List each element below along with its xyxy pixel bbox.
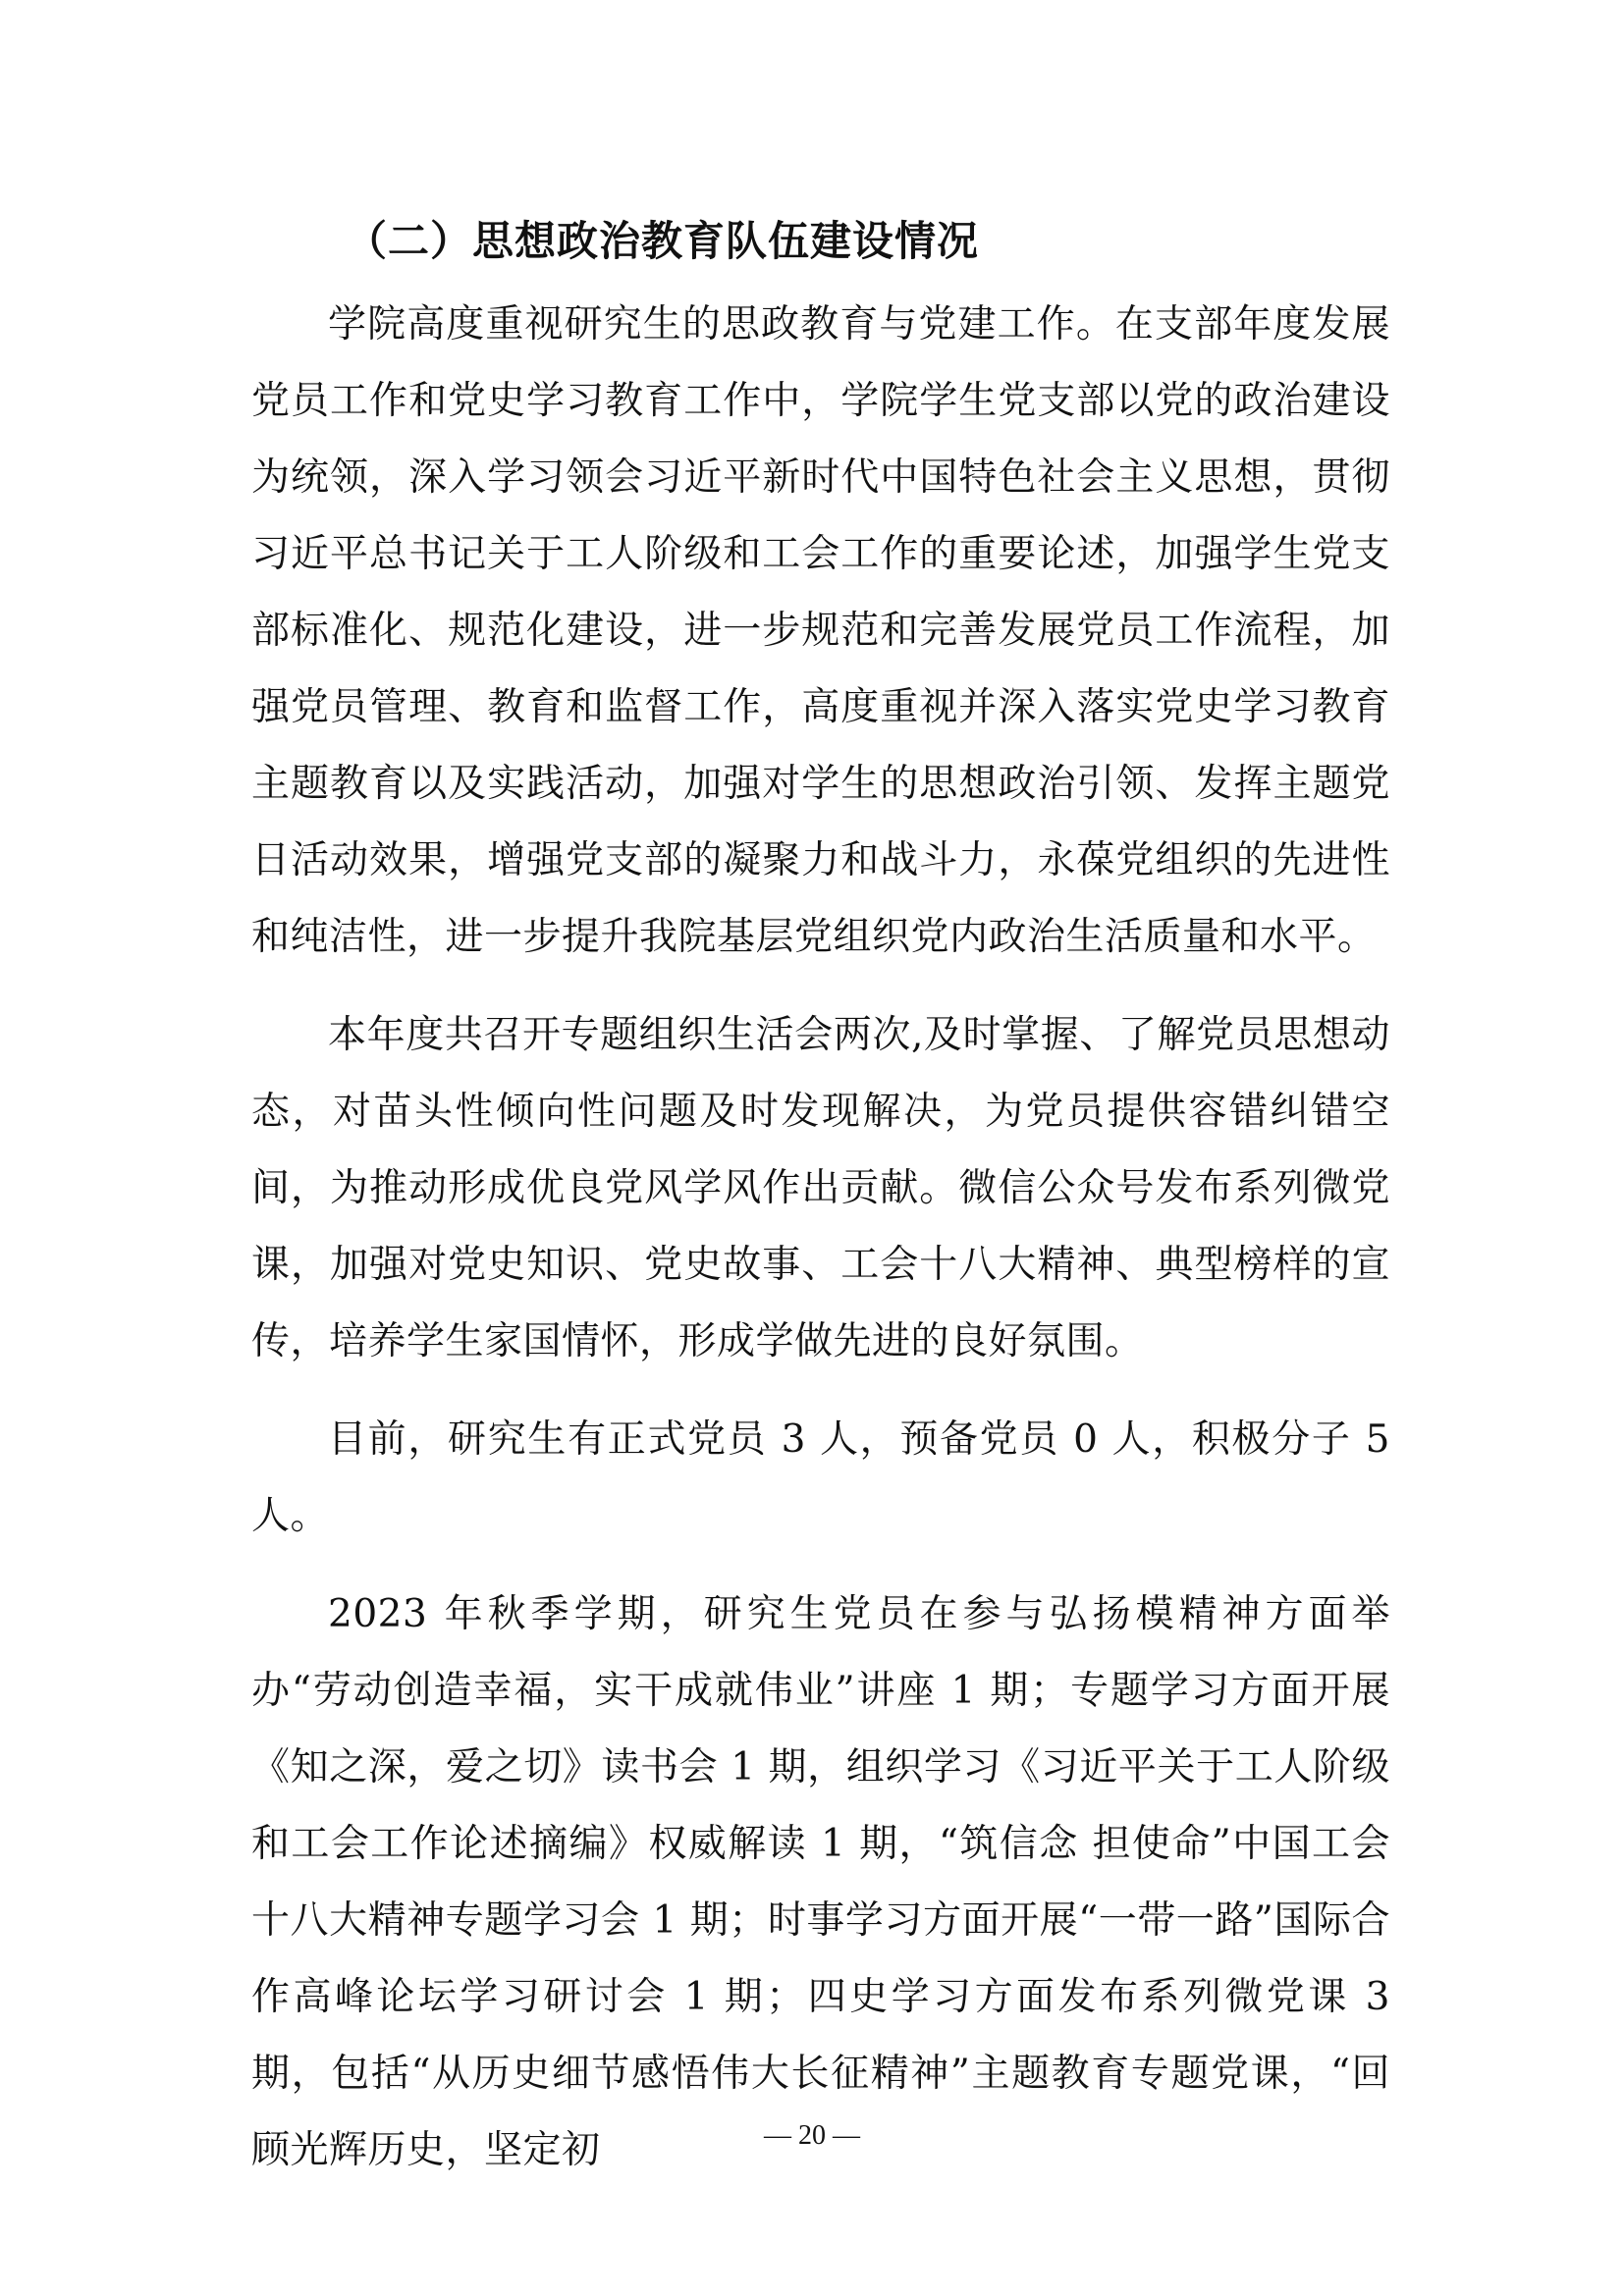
paragraph-member-counts: 目前，研究生有正式党员 3 人，预备党员 0 人，积极分子 5 人。	[251, 1417, 1390, 1538]
section-heading: （二）思想政治教育队伍建设情况	[346, 217, 980, 265]
paragraph-autumn-semester-activities: 2023 年秋季学期，研究生党员在参与弘扬模精神方面举办“劳动创造幸福，实干成就伟业”讲座 1 期；专题学习方面开展《知之深，爱之切》读书会 1 期，组织学习《习近平关于工人阶级和工会工作论述摘编》权威解读 1 期，“筑信念 担使命”中国工会十八大精神专题学习会 1 期；时事学习方面开展“一带一路”国际合作高峰论坛学习研讨会 1 期；四史学习方面发布系列微党课 3 期，包括“从历史细节感悟伟大长征精神”主题教育专题党课，“回顾光辉历史，坚定初	[251, 1592, 1390, 2172]
paragraph-party-building: 学院高度重视研究生的思政教育与党建工作。在支部年度发展党员工作和党史学习教育工作中，学院学生党支部以党的政治建设为统领，深入学习领会习近平新时代中国特色社会主义思想，贯彻习近平总书记关于工人阶级和工会工作的重要论述，加强学生党支部标准化、规范化建设，进一步规范和完善发展党员工作流程，加强党员管理、教育和监督工作，高度重视并深入落实党史学习教育主题教育以及实践活动，加强对学生的思想政治引领、发挥主题党日活动效果，增强党支部的凝聚力和战斗力，永葆党组织的先进性和纯洁性，进一步提升我院基层党组织党内政治生活质量和水平。	[251, 302, 1390, 959]
document-body	[251, 206, 1390, 2211]
paragraph-organizational-life: 本年度共召开专题组织生活会两次,及时掌握、了解党员思想动态，对苗头性倾向性问题及时发现解决，为党员提供容错纠错空间，为推动形成优良党风学风作出贡献。微信公众号发布系列微党课，加强对党史知识、党史故事、工会十八大精神、典型榜样的宣传，培养学生家国情怀，形成学做先进的良好氛围。	[251, 1013, 1390, 1363]
page-number: — 20 —	[764, 2120, 860, 2151]
